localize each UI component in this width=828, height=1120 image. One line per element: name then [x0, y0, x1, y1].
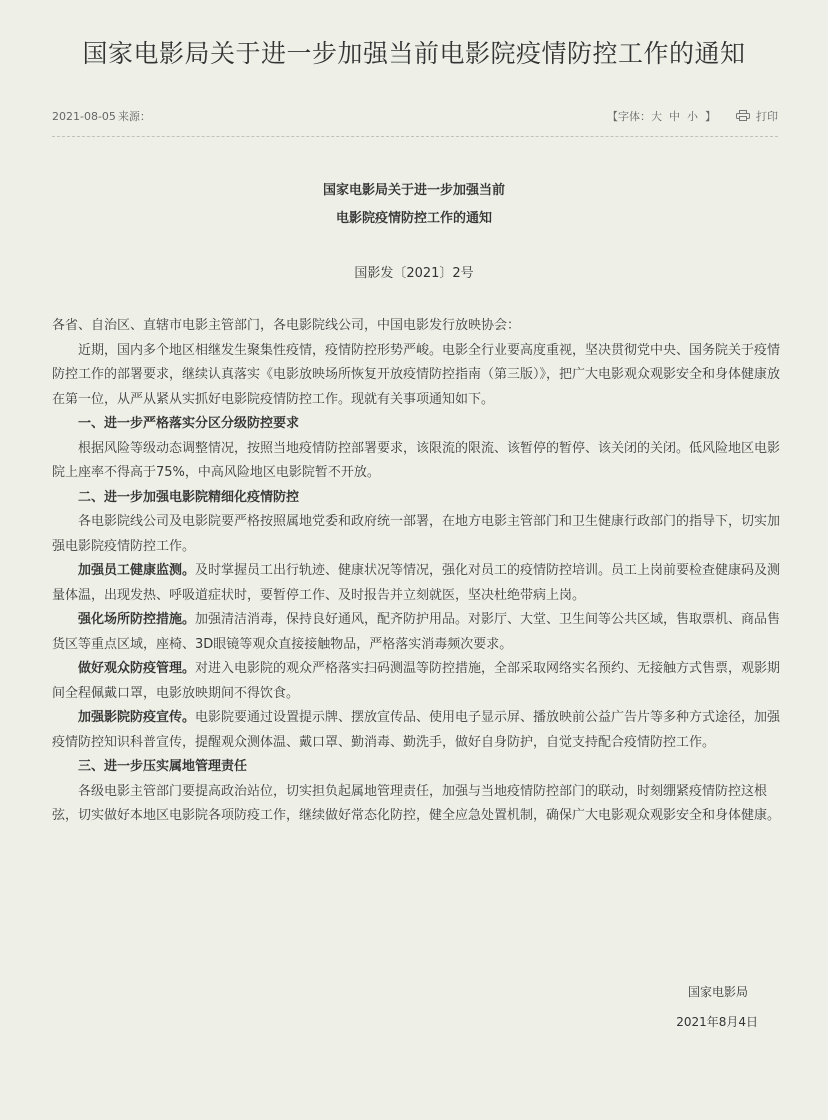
section-2-text: 各电影院线公司及电影院要严格按照属地党委和政府统一部署，在地方电影主管部门和卫生健康行政部门的指导下，切实加强电影院疫情防控工作。: [52, 514, 781, 554]
measure-publicity-title: 加强影院防疫宣传。: [78, 710, 196, 725]
font-size-control: [607, 108, 716, 124]
measure-audience-text: 对进入电影院的观众严格落实扫码测温等防控措施，全部采取网络实名预约、无接触方式售票，观影期间全程佩戴口罩，电影放映期间不得饮食。: [52, 661, 781, 701]
source-label: 来源：: [117, 110, 151, 123]
measure-venue-control-title: 强化场所防控措施。: [78, 612, 196, 627]
measure-staff-health: [52, 559, 782, 608]
signature: 国家电影局: [687, 985, 748, 999]
font-medium-button[interactable]: 中: [669, 110, 680, 123]
publish-info: [52, 108, 153, 124]
document-title-line2: 电影院疫情防控工作的通知: [335, 211, 492, 226]
measure-publicity-text: 电影院要通过设置提示牌、摆放宣传品、使用电子显示屏、播放映前公益广告片等多种方式途径，加强疫情防控知识科普宣传，提醒观众测体温、戴口罩、勤消毒、勤洗手，做好自身防护，自觉支持配合疫情防控工作。: [52, 710, 781, 750]
font-large-button[interactable]: 大: [651, 110, 662, 123]
measure-staff-health-text: 及时掌握员工出行轨迹、健康状况等情况，强化对员工的疫情防控培训。员工上岗前要检查健康码及测量体温，出现发热、呼吸道症状时，要暂停工作、及时报告并立刻就医，坚决杜绝带病上岗。: [52, 563, 781, 603]
measure-venue-control: [52, 608, 782, 657]
font-label-close: 】: [705, 110, 716, 123]
page-title: 国家电影局关于进一步加强当前电影院疫情防控工作的通知: [82, 39, 746, 68]
section-1-heading: 一、进一步严格落实分区分级防控要求: [78, 416, 300, 431]
measure-publicity: [52, 706, 782, 755]
section-2-heading: 二、进一步加强电影院精细化疫情防控: [78, 489, 300, 505]
measure-audience-title: 做好观众防疫管理。: [78, 661, 196, 676]
divider: [52, 136, 778, 137]
section-3-text: 各级电影主管部门要提高政治站位，切实担负起属地管理责任，加强与当地疫情防控部门的联动，时刻绷紧疫情防控这根弦，切实做好本地区电影院各项防疫工作，继续做好常态化防控，健全应急处置机制，确保广大电影观众观影安全和身体健康。: [52, 783, 781, 823]
printer-icon: [736, 110, 750, 121]
document-number: 国影发〔2021〕2号: [354, 266, 474, 281]
measure-audience: [52, 657, 782, 706]
font-label: 【字体：: [607, 110, 651, 123]
sign-date: 2021年8月4日: [676, 1015, 758, 1029]
measure-venue-control-text: 加强清洁消毒，保持良好通风，配齐防护用品。对影厅、大堂、卫生间等公共区域，售取票机、商品售货区等重点区域，座椅、3D眼镜等观众直接接触物品，严格落实消毒频次要求。: [52, 612, 781, 652]
document-content: [52, 314, 782, 829]
section-1-text: 根据风险等级动态调整情况，按照当地疫情防控部署要求，该限流的限流、该暂停的暂停、该关闭的关闭。低风险地区电影院上座率不得高于75%，中高风险地区电影院暂不开放。: [52, 440, 781, 480]
intro-paragraph: 近期，国内多个地区相继发生聚集性疫情，疫情防控形势严峻。电影全行业要高度重视，坚决贯彻党中央、国务院关于疫情防控工作的部署要求，继续认真落实《电影放映场所恢复开放疫情防控指南（第三版）》，把广大电影观众观影安全和身体健康放在第一位，从严从紧从实抓好电影院疫情防控工作。现就有关事项通知如下。: [52, 342, 781, 407]
meta-bar: [52, 106, 778, 126]
print-label: 打印: [756, 110, 778, 123]
font-small-button[interactable]: 小: [687, 110, 698, 123]
section-3-heading: 三、进一步压实属地管理责任: [78, 759, 248, 774]
measure-staff-health-title: 加强员工健康监测。: [78, 563, 196, 578]
print-button[interactable]: [736, 108, 778, 124]
document-title-line1: 国家电影局关于进一步加强当前: [322, 183, 505, 198]
publish-date: 2021-08-05: [52, 110, 116, 123]
salutation: 各省、自治区、直辖市电影主管部门，各电影院线公司，中国电影发行放映协会：: [52, 318, 521, 333]
